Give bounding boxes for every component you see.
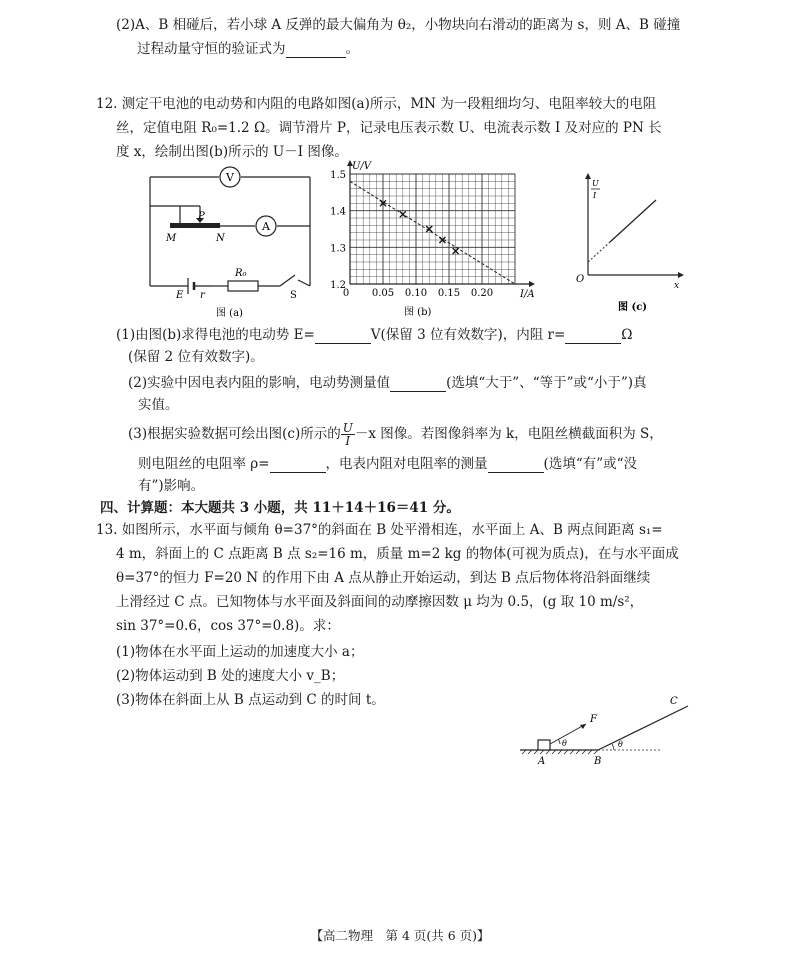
q12-line1: 12. 测定干电池的电动势和内阻的电路如图(a)所示，MN 为一段粗细均匀、电阻率较大的电阻: [96, 96, 657, 112]
resistance-wire: [170, 223, 220, 228]
q13-line3: θ=37°的恒力 F=20 N 的作用下由 A 点从静止开始运动，到达 B 点后物体将沿斜面继续: [116, 570, 651, 586]
answer-blank-emf[interactable]: [315, 329, 371, 344]
q12-p3-text-c: 则电阻丝的电阻率 ρ=: [138, 456, 270, 472]
q12-p2-line2: 实值。: [138, 397, 179, 413]
q12-p3-line2: [138, 455, 800, 473]
incline-line: [598, 706, 688, 750]
c-y-label-num: U: [592, 179, 599, 188]
q12-p3-text-b: －x 图像。若图像斜率为 k，电阻丝横截面积为 S，: [354, 426, 663, 442]
x-tick-label: 0: [342, 288, 350, 299]
label-s: S: [290, 290, 297, 301]
c-data-line: [610, 200, 656, 242]
chart-points: [380, 200, 459, 254]
q13-line2: 4 m，斜面上的 C 点距离 B 点 s₂=16 m，质量 m=2 kg 的物体(可视为质点)，在与水平面成: [116, 546, 679, 562]
q12-p3-text-d: ，电表内阻对电阻率的测量: [325, 456, 488, 472]
q13-sub3: (3)物体在斜面上从 B 点运动到 C 的时间 t。: [116, 692, 385, 708]
q13-line4: 上滑经过 C 点。已知物体与水平面及斜面间的动摩擦因数 μ 均为 0.5，(g 取 10 m/s²，: [116, 594, 644, 610]
x-tick-label: 0.05: [371, 288, 395, 299]
q12-p1-text-c: Ω: [621, 327, 633, 343]
block: [538, 740, 550, 750]
answer-blank-r[interactable]: [565, 329, 621, 344]
diagram-c: [570, 170, 690, 315]
label-e: E: [176, 290, 184, 301]
fig-b-caption: 图 (b): [404, 307, 432, 318]
ammeter-label: A: [262, 220, 270, 233]
label-b: B: [594, 756, 602, 767]
q12-p3-line3: 有”)影响。: [138, 478, 205, 494]
section4-title: 四、计算题：本大题共 3 小题，共 11＋14＋16＝41 分。: [100, 500, 460, 516]
chart-axes: [347, 160, 535, 287]
q12-p2-line1: [128, 374, 800, 392]
answer-blank-rho[interactable]: [270, 458, 326, 473]
chart-xlabel: I/A: [520, 289, 535, 300]
q12-p1-line1: [116, 326, 800, 344]
c-origin-label: O: [576, 274, 585, 285]
x-axis-arrow: [529, 281, 535, 287]
label-theta-1: θ: [562, 739, 567, 748]
fig-a-caption: 图 (a): [216, 308, 243, 319]
q12-p3-line1: [128, 420, 800, 448]
x-tick-label: 0.10: [404, 288, 428, 299]
page-footer: 【高二物理 第 4 页(共 6 页)】: [310, 928, 490, 943]
y-tick-label: 1.3: [330, 243, 346, 255]
force-arrow: [550, 724, 586, 744]
answer-blank[interactable]: [286, 43, 346, 58]
q11-part2-line1: (2)A、B 相碰后，若小球 A 反弹的最大偏角为 θ₂，小物块向右滑动的距离为 s，则 A、B 碰撞: [116, 17, 681, 33]
q13-line1: 13. 如图所示，水平面与倾角 θ=37°的斜面在 B 处平滑相连，水平面上 A、B 两点间距离 s₁=: [96, 522, 663, 538]
label-c: C: [670, 696, 678, 707]
label-r0: R₀: [235, 268, 247, 279]
answer-blank-effect[interactable]: [488, 458, 544, 473]
q12-p1-text-a: (1)由图(b)求得电池的电动势 E=: [116, 327, 315, 343]
label-a: A: [538, 756, 546, 767]
q12-p2-text-a: (2)实验中因电表内阻的影响，电动势测量值: [128, 375, 391, 391]
y-tick-label: 1.5: [330, 170, 346, 181]
q12-p3-fraction: $\frac{U}{I}$: [342, 421, 353, 448]
voltmeter-label: V: [226, 171, 234, 184]
label-m: M: [166, 233, 177, 244]
incline-diagram: [510, 690, 710, 770]
chart-grid: [350, 174, 515, 284]
q13-sub1: (1)物体在水平面上运动的加速度大小 a；: [116, 644, 364, 660]
q12-p1-text-b: V(保留 3 位有效数字)，内阻 r=: [370, 327, 566, 343]
x-tick-label: 0.20: [470, 288, 494, 299]
c-extrapolated-line: [588, 242, 610, 262]
q11-part2-line2: [137, 40, 800, 58]
q13-sub2: (2)物体运动到 B 处的速度大小 v_B；: [116, 668, 345, 684]
circuit-diagram-a: [140, 160, 320, 320]
q12-line2: 丝，定值电阻 R₀=1.2 Ω。调节滑片 P，记录电压表示数 U、电流表示数 I 及对应的 PN 长: [116, 120, 662, 136]
q12-p1-line2: (保留 2 位有效数字)。: [128, 349, 264, 365]
c-y-label-den: I: [593, 191, 597, 200]
y-tick-label: 1.2: [330, 280, 346, 291]
q11-part2-text: 过程动量守恒的验证式为: [137, 41, 286, 57]
chart-ylabel: U/V: [352, 161, 372, 172]
label-r: r: [200, 290, 205, 301]
label-p: P: [198, 211, 205, 222]
q12-line3: 度 x，绘制出图(b)所示的 U－I 图像。: [116, 144, 348, 160]
q13-line5: sin 37°=0.6，cos 37°=0.8)。求：: [116, 618, 340, 634]
c-x-label: x: [674, 281, 680, 291]
q12-p3-text-e: (选填“有”或“没: [543, 456, 638, 472]
answer-blank-compare[interactable]: [390, 377, 446, 392]
label-theta-2: θ: [618, 740, 623, 749]
q11-period: 。: [345, 41, 359, 57]
label-n: N: [216, 233, 225, 244]
x-tick-label: 0.15: [437, 288, 461, 299]
q12-p3-text-a: (3)根据实验数据可绘出图(c)所示的: [128, 426, 341, 442]
resistor-r0: [228, 281, 258, 291]
fig-c-caption: 图 (c): [618, 302, 648, 313]
q12-p2-text-b: (选填“大于”、“等于”或“小于”)真: [446, 375, 647, 391]
y-tick-label: 1.4: [330, 206, 346, 218]
ui-chart-b: [320, 160, 560, 320]
label-f: F: [590, 714, 597, 725]
